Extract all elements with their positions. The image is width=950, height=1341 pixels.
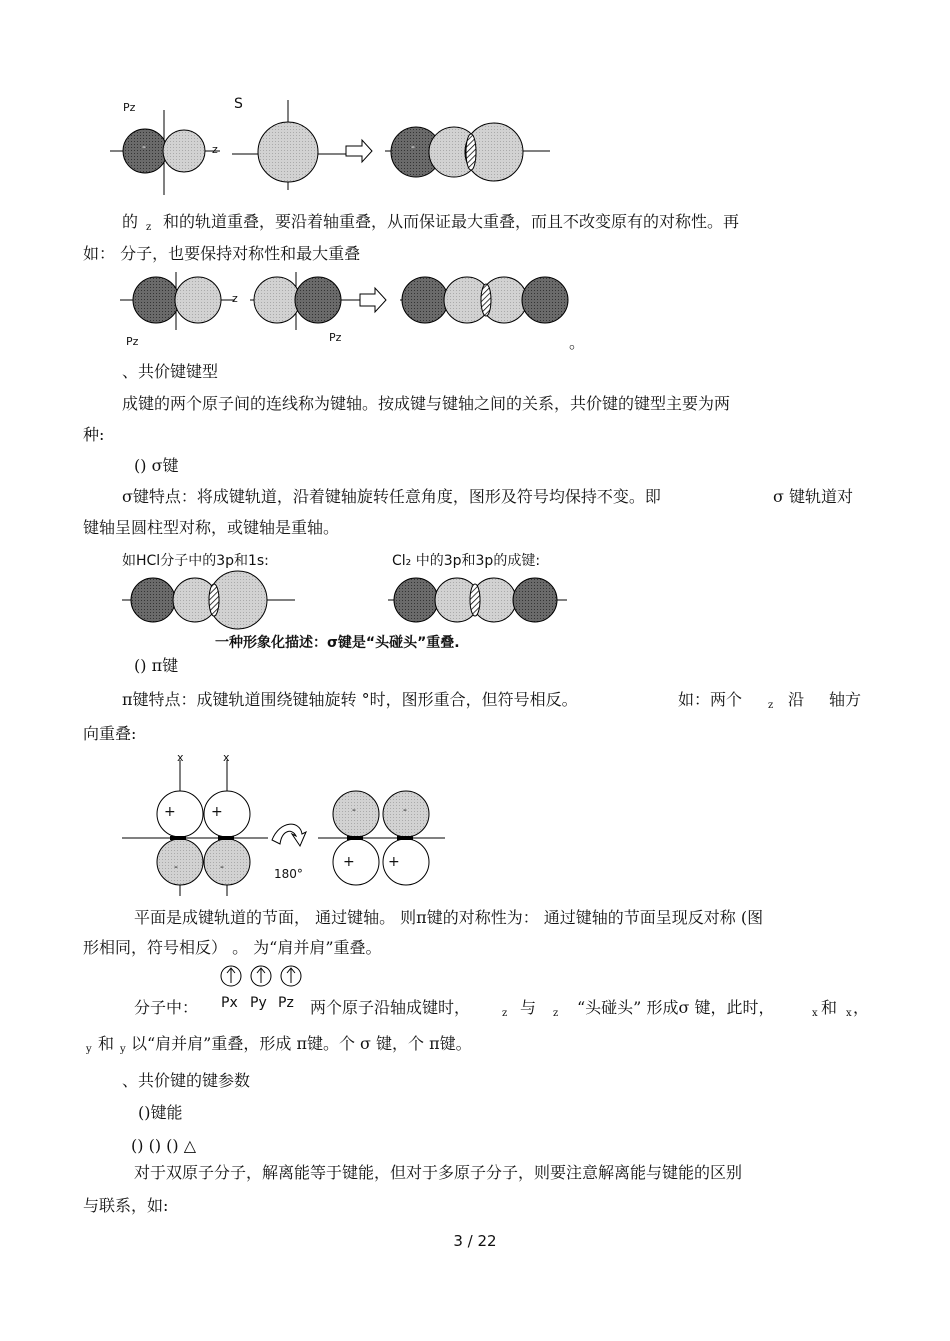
page-number: 3 / 22 [453,1232,497,1250]
figure-sigma-examples [120,570,580,630]
fig1-s-label: S [234,96,243,112]
fig4-minus-3: - [352,803,356,816]
n2-sub-x-1: x [812,1008,818,1019]
fig1-minus-1: - [142,140,146,153]
fig4-minus-4: - [403,803,407,816]
n2-orbital-pz: Pz [278,995,294,1011]
n2-he: 和 [821,998,838,1017]
pi-desc-1b: 如：两个 [678,690,743,709]
pi-desc-1a: π键特点：成键轨道围绕键轴旋转 °时，图形重合，但符号相反。 [122,690,578,709]
para1-sub-z: z [146,222,152,233]
n2-orbital-arrows [220,964,310,988]
fig4-plus-1: + [164,804,176,820]
n2-sub-z-2: z [553,1008,559,1019]
bond-type-intro-1: 成键的两个原子间的连线称为键轴。按成键与键轴之间的关系，共价键的键型主要为两 [122,394,731,413]
n2-comma: ， [853,998,870,1017]
fig1-pz-label: Pz [123,101,136,114]
fig2-z-label: z [232,292,238,305]
fig1-z-label: z [212,143,218,156]
n2-sub-x-2: x [846,1008,852,1019]
fig4-x-label-1: x [177,751,184,764]
n2-line1-c: “头碰头” 形成σ 键，此时， [577,998,775,1017]
fig4-angle-label: 180° [274,867,303,881]
para1-line2: 如： 分子，也要保持对称性和最大重叠 [83,244,361,263]
figure-pz-pz-overlap [120,272,580,334]
pi-sub-z: z [768,700,774,711]
fig3-caption-hcl: 如HCl分子中的3p和1s: [122,553,269,569]
fig2-end-mark: 。 [569,333,586,352]
fig4-plus-4: + [388,854,400,870]
n2-orbital-py: Py [250,995,267,1011]
n2-sub-z-1: z [502,1008,508,1019]
pi-heading: () π键 [134,656,179,675]
n2-sub-y-1: y [86,1044,92,1055]
section-bond-type-heading: 、共价键键型 [122,362,219,381]
fig4-minus-1: - [174,860,178,873]
sigma-heading: () σ键 [134,456,179,475]
n2-line1-b: 两个原子沿轴成键时， [310,998,471,1017]
fig2-pz-left: Pz [126,335,139,348]
figure-pz-s-overlap [110,90,560,195]
pi-desc-1c: 沿 [788,690,805,709]
bond-type-intro-2: 种: [83,425,105,444]
n2-yu: 与 [520,998,537,1017]
para1-line1-rest: 和的轨道重叠，要沿着轴重叠，从而保证最大重叠，而且不改变原有的对称性。再 [163,212,740,231]
section-params-heading: 、共价键的键参数 [122,1071,251,1090]
sigma-desc-1: σ键特点：将成键轨道，沿着键轴旋转任意角度，图形及符号均保持不变。即 [122,487,661,506]
params-bond-energy: ()键能 [138,1103,183,1122]
fig4-minus-2: - [220,860,224,873]
plane-line-2: 形相同，符号相反） 。 为“肩并肩”重叠。 [83,938,382,957]
params-desc-2: 与联系，如: [83,1196,169,1215]
pi-desc-1d: 轴方 [829,690,862,709]
fig2-pz-right: Pz [329,331,342,344]
n2-line1-a: 分子中： [134,998,199,1017]
plane-line-1: 平面是成键轨道的节面， 通过键轴。 则π键的对称性为： 通过键轴的节面呈现反对称 (图 [134,908,764,927]
n2-sub-y-2: y [120,1044,126,1055]
para1-line1-start: 的 [122,212,139,231]
params-row: () () () △ [131,1136,197,1155]
sigma-desc-1b: σ 键轨道对 [773,487,854,506]
n2-line2-he: 和 [98,1034,115,1053]
fig1-minus-2: - [411,140,415,153]
pi-desc-2: 向重叠: [83,724,137,743]
fig4-plus-2: + [211,804,223,820]
params-desc-1: 对于双原子分子，解离能等于键能，但对于多原子分子，则要注意解离能与键能的区别 [134,1163,743,1182]
sigma-desc-2: 键轴呈圆柱型对称，或键轴是重轴。 [83,518,340,537]
fig4-x-label-2: x [223,751,230,764]
n2-orbital-px: Px [221,995,238,1011]
fig3-caption-cl2: Cl₂ 中的3p和3p的成键: [392,553,541,569]
fig4-plus-3: + [343,854,355,870]
n2-line2-rest: 以“肩并肩”重叠，形成 π键。个 σ 键，个 π键。 [131,1034,472,1053]
fig3-caption-bottom: 一种形象化描述：σ键是“头碰头”重叠. [215,635,460,651]
